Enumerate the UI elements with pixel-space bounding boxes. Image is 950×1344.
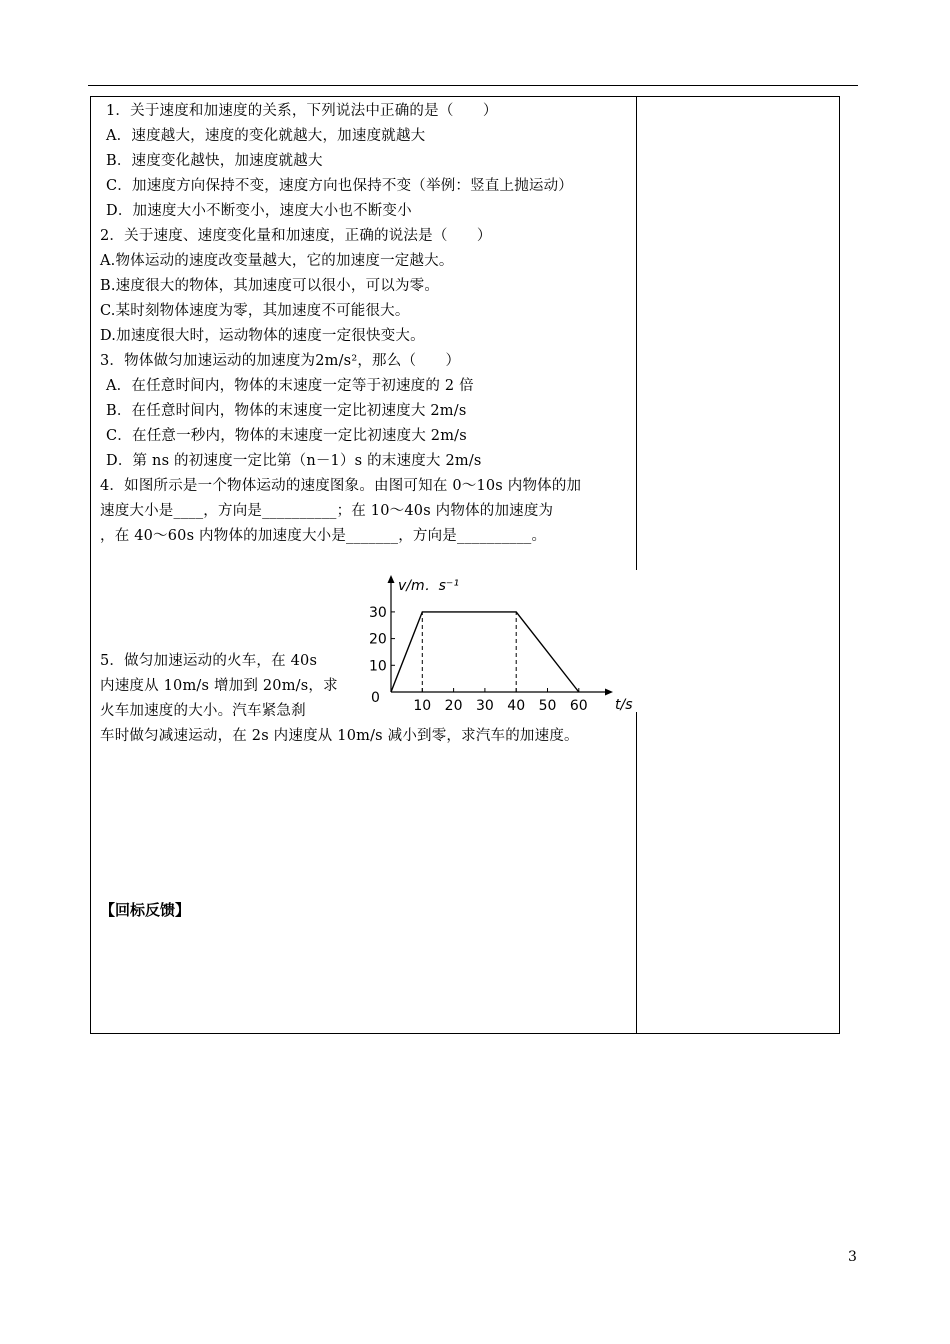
velocity-line xyxy=(391,612,579,692)
y-tick-label: 10 xyxy=(369,658,387,675)
x-tick-label: 60 xyxy=(569,698,588,714)
question-1-option-d: D．加速度大小不断变小，速度大小也不断变小 xyxy=(106,203,412,219)
question-4-line-1: 4．如图所示是一个物体运动的速度图象。由图可知在 0～10s 内物体的加 xyxy=(100,478,582,494)
question-4-line-3: ，在 40～60s 内物体的加速度大小是_______，方向是__________。 xyxy=(100,528,547,544)
question-1-option-b: B．速度变化越快，加速度就越大 xyxy=(106,153,323,169)
question-3-option-b: B．在任意时间内，物体的末速度一定比初速度大 2m/s xyxy=(106,403,467,419)
question-3-stem: 3．物体做匀加速运动的加速度为2m/s²，那么（ ） xyxy=(100,353,461,369)
x-tick-label: 20 xyxy=(444,698,463,714)
question-1-stem: 1．关于速度和加速度的关系，下列说法中正确的是（ ） xyxy=(106,103,498,119)
feedback-heading: 【回标反馈】 xyxy=(100,901,191,919)
question-2-option-c: C.某时刻物体速度为零，其加速度不可能很大。 xyxy=(100,303,410,319)
question-1-option-c: C．加速度方向保持不变，速度方向也保持不变（举例：竖直上抛运动） xyxy=(106,178,573,194)
question-5-line-3: 火车加速度的大小。汽车紧急刹 xyxy=(100,703,306,719)
y-tick-label: 30 xyxy=(369,604,387,621)
question-2-option-a: A.物体运动的速度改变量越大，它的加速度一定越大。 xyxy=(100,253,454,269)
question-5-line-2: 内速度从 10m/s 增加到 20m/s，求 xyxy=(100,678,338,694)
x-axis-arrow xyxy=(605,689,613,696)
y-axis-arrow xyxy=(388,575,395,583)
x-tick-label: 40 xyxy=(507,698,526,714)
velocity-time-chart xyxy=(360,572,640,717)
y-tick-label: 20 xyxy=(369,631,387,648)
x-tick-label: 30 xyxy=(475,698,494,714)
question-2-option-b: B.速度很大的物体，其加速度可以很小，可以为零。 xyxy=(100,278,440,294)
question-5-line-1: 5．做匀加速运动的火车，在 40s xyxy=(100,653,318,669)
question-3-option-d: D．第 ns 的初速度一定比第（n－1）s 的末速度大 2m/s xyxy=(106,453,482,469)
question-3-option-a: A．在任意时间内，物体的末速度一定等于初速度的 2 倍 xyxy=(106,378,474,394)
origin-label: 0 xyxy=(371,690,380,706)
question-3-option-c: C．在任意一秒内，物体的末速度一定比初速度大 2m/s xyxy=(106,428,467,444)
x-tick-label: 10 xyxy=(413,698,432,714)
question-2-stem: 2．关于速度、速度变化量和加速度，正确的说法是（ ） xyxy=(100,228,492,244)
question-2-option-d: D.加速度很大时，运动物体的速度一定很快变大。 xyxy=(100,328,425,344)
header-rule xyxy=(88,85,858,86)
question-4-line-2: 速度大小是____，方向是__________；在 10～40s 内物体的加速度为 xyxy=(100,503,554,519)
x-tick-label: 50 xyxy=(538,698,557,714)
question-5-line-4: 车时做匀减速运动，在 2s 内速度从 10m/s 减小到零，求汽车的加速度。 xyxy=(100,728,579,744)
column-divider xyxy=(636,96,637,570)
column-divider xyxy=(636,712,637,1034)
question-1-option-a: A．速度越大，速度的变化就越大，加速度就越大 xyxy=(106,128,426,144)
page-number: 3 xyxy=(848,1249,857,1265)
y-axis-label: v/m．s⁻¹ xyxy=(398,578,459,594)
x-axis-label: t/s xyxy=(615,697,633,713)
